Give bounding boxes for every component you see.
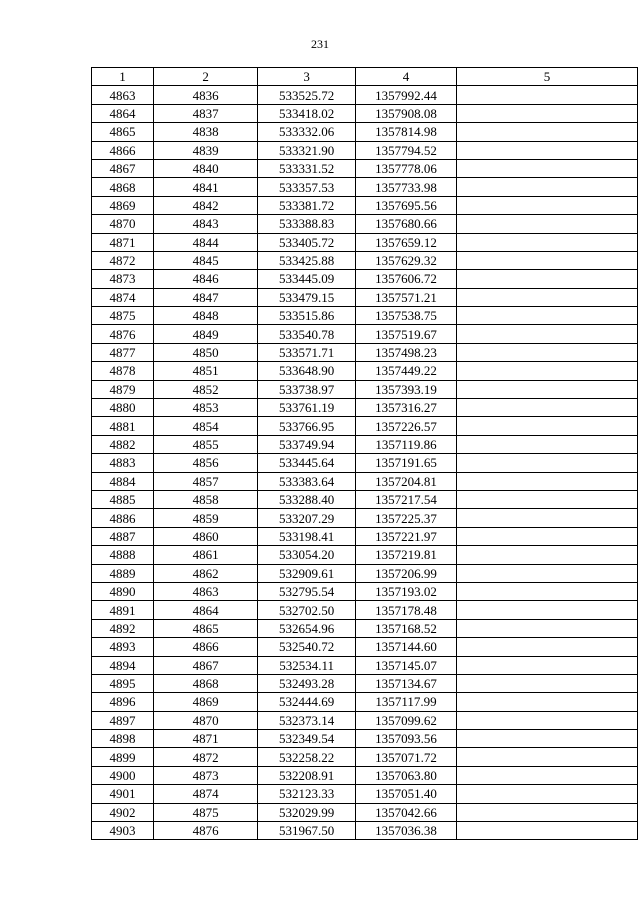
column-header-4: 4 (356, 68, 457, 86)
table-cell-col-3: 533383.64 (258, 472, 356, 490)
table-cell-col-2: 4850 (154, 343, 258, 361)
table-cell-col-2: 4839 (154, 141, 258, 159)
table-cell-col-3: 533515.86 (258, 307, 356, 325)
table-cell-col-3: 532123.33 (258, 785, 356, 803)
table-cell-col-2: 4848 (154, 307, 258, 325)
table-row (92, 417, 638, 435)
table-cell-col-2: 4844 (154, 233, 258, 251)
column-header-5: 5 (457, 68, 638, 86)
table-cell-col-3: 533766.95 (258, 417, 356, 435)
table-cell-col-2: 4836 (154, 86, 258, 104)
table-cell-col-1: 4867 (92, 159, 154, 177)
table-cell-col-1: 4881 (92, 417, 154, 435)
table-cell-col-3: 532795.54 (258, 582, 356, 600)
table-cell-col-5 (457, 656, 638, 674)
table-row (92, 748, 638, 766)
table-cell-col-1: 4872 (92, 251, 154, 269)
table-cell-col-5 (457, 417, 638, 435)
table-cell-col-2: 4862 (154, 564, 258, 582)
table-cell-col-1: 4900 (92, 766, 154, 784)
table-cell-col-4: 1357117.99 (356, 693, 457, 711)
table-cell-col-1: 4878 (92, 362, 154, 380)
table-cell-col-2: 4858 (154, 490, 258, 508)
table-cell-col-3: 533207.29 (258, 509, 356, 527)
table-row (92, 509, 638, 527)
table-cell-col-3: 532540.72 (258, 638, 356, 656)
table-cell-col-5 (457, 123, 638, 141)
table-row (92, 104, 638, 122)
table-cell-col-4: 1357659.12 (356, 233, 457, 251)
table-cell-col-1: 4901 (92, 785, 154, 803)
table-cell-col-1: 4877 (92, 343, 154, 361)
table-cell-col-1: 4893 (92, 638, 154, 656)
table-cell-col-1: 4897 (92, 711, 154, 729)
table-row (92, 123, 638, 141)
table-row (92, 619, 638, 637)
table-cell-col-4: 1357992.44 (356, 86, 457, 104)
table-cell-col-5 (457, 288, 638, 306)
table-cell-col-3: 533418.02 (258, 104, 356, 122)
table-cell-col-5 (457, 693, 638, 711)
table-cell-col-5 (457, 822, 638, 840)
table-cell-col-3: 533525.72 (258, 86, 356, 104)
table-row (92, 785, 638, 803)
table-row (92, 178, 638, 196)
table-cell-col-3: 532909.61 (258, 564, 356, 582)
table-cell-col-4: 1357571.21 (356, 288, 457, 306)
table-cell-col-2: 4857 (154, 472, 258, 490)
column-header-3: 3 (258, 68, 356, 86)
table-cell-col-3: 532444.69 (258, 693, 356, 711)
table-cell-col-1: 4882 (92, 435, 154, 453)
table-cell-col-2: 4861 (154, 546, 258, 564)
table-cell-col-3: 533445.64 (258, 454, 356, 472)
table-cell-col-1: 4868 (92, 178, 154, 196)
table-cell-col-5 (457, 435, 638, 453)
table-cell-col-3: 533288.40 (258, 490, 356, 508)
table-cell-col-3: 533331.52 (258, 159, 356, 177)
table-body (92, 86, 638, 840)
table-cell-col-4: 1357393.19 (356, 380, 457, 398)
table-cell-col-2: 4856 (154, 454, 258, 472)
table-cell-col-5 (457, 270, 638, 288)
table-cell-col-1: 4892 (92, 619, 154, 637)
table-cell-col-4: 1357168.52 (356, 619, 457, 637)
table-cell-col-4: 1357908.08 (356, 104, 457, 122)
table-header-row (92, 68, 638, 86)
table-cell-col-1: 4876 (92, 325, 154, 343)
table-cell-col-2: 4846 (154, 270, 258, 288)
table-cell-col-2: 4871 (154, 730, 258, 748)
table-cell-col-4: 1357733.98 (356, 178, 457, 196)
table-row (92, 527, 638, 545)
table-cell-col-1: 4886 (92, 509, 154, 527)
table-cell-col-3: 532258.22 (258, 748, 356, 766)
table-cell-col-2: 4855 (154, 435, 258, 453)
table-cell-col-2: 4841 (154, 178, 258, 196)
table-cell-col-5 (457, 527, 638, 545)
table-cell-col-1: 4903 (92, 822, 154, 840)
table-row (92, 343, 638, 361)
table-cell-col-5 (457, 730, 638, 748)
table-cell-col-1: 4898 (92, 730, 154, 748)
table-row (92, 399, 638, 417)
table-cell-col-5 (457, 601, 638, 619)
table-cell-col-4: 1357629.32 (356, 251, 457, 269)
table-cell-col-4: 1357695.56 (356, 196, 457, 214)
table-cell-col-5 (457, 251, 638, 269)
table-cell-col-4: 1357036.38 (356, 822, 457, 840)
table-cell-col-4: 1357778.06 (356, 159, 457, 177)
table-cell-col-5 (457, 582, 638, 600)
table-row (92, 454, 638, 472)
table-cell-col-4: 1357519.67 (356, 325, 457, 343)
table-cell-col-3: 533198.41 (258, 527, 356, 545)
table-cell-col-5 (457, 86, 638, 104)
table-cell-col-5 (457, 564, 638, 582)
table-row (92, 803, 638, 821)
table-row (92, 656, 638, 674)
table-cell-col-3: 531967.50 (258, 822, 356, 840)
table-cell-col-1: 4863 (92, 86, 154, 104)
table-cell-col-2: 4872 (154, 748, 258, 766)
table-row (92, 711, 638, 729)
table-cell-col-5 (457, 803, 638, 821)
table-cell-col-2: 4854 (154, 417, 258, 435)
table-row (92, 730, 638, 748)
table-row (92, 582, 638, 600)
table-cell-col-3: 532534.11 (258, 656, 356, 674)
table-row (92, 674, 638, 692)
column-header-1: 1 (92, 68, 154, 86)
table-cell-col-3: 532208.91 (258, 766, 356, 784)
table-cell-col-4: 1357538.75 (356, 307, 457, 325)
table-cell-col-4: 1357226.57 (356, 417, 457, 435)
table-cell-col-4: 1357606.72 (356, 270, 457, 288)
table-row (92, 196, 638, 214)
table-cell-col-1: 4885 (92, 490, 154, 508)
table-cell-col-5 (457, 362, 638, 380)
table-cell-col-2: 4876 (154, 822, 258, 840)
table-cell-col-4: 1357145.07 (356, 656, 457, 674)
table-cell-col-1: 4894 (92, 656, 154, 674)
table-cell-col-1: 4891 (92, 601, 154, 619)
table-row (92, 270, 638, 288)
table-cell-col-2: 4838 (154, 123, 258, 141)
table-cell-col-4: 1357144.60 (356, 638, 457, 656)
table-cell-col-1: 4869 (92, 196, 154, 214)
table-row (92, 362, 638, 380)
table-cell-col-2: 4875 (154, 803, 258, 821)
table-cell-col-4: 1357063.80 (356, 766, 457, 784)
table-cell-col-3: 533388.83 (258, 215, 356, 233)
table-cell-col-3: 533749.94 (258, 435, 356, 453)
table-cell-col-1: 4902 (92, 803, 154, 821)
table-cell-col-2: 4870 (154, 711, 258, 729)
table-cell-col-1: 4896 (92, 693, 154, 711)
table-cell-col-3: 533445.09 (258, 270, 356, 288)
table-row (92, 159, 638, 177)
table-cell-col-5 (457, 748, 638, 766)
table-cell-col-1: 4873 (92, 270, 154, 288)
table-cell-col-3: 532349.54 (258, 730, 356, 748)
table-cell-col-4: 1357206.99 (356, 564, 457, 582)
table-cell-col-5 (457, 638, 638, 656)
table-cell-col-3: 533479.15 (258, 288, 356, 306)
table-cell-col-3: 532029.99 (258, 803, 356, 821)
table-cell-col-4: 1357225.37 (356, 509, 457, 527)
table-cell-col-2: 4845 (154, 251, 258, 269)
table-cell-col-5 (457, 399, 638, 417)
table-cell-col-4: 1357093.56 (356, 730, 457, 748)
table-cell-col-5 (457, 766, 638, 784)
table-cell-col-3: 532702.50 (258, 601, 356, 619)
table-cell-col-4: 1357134.67 (356, 674, 457, 692)
table-cell-col-1: 4887 (92, 527, 154, 545)
table-cell-col-3: 533761.19 (258, 399, 356, 417)
table-cell-col-3: 533425.88 (258, 251, 356, 269)
table-cell-col-5 (457, 233, 638, 251)
table-cell-col-4: 1357680.66 (356, 215, 457, 233)
table-cell-col-1: 4883 (92, 454, 154, 472)
table-cell-col-5 (457, 178, 638, 196)
table-cell-col-4: 1357794.52 (356, 141, 457, 159)
table-cell-col-3: 533738.97 (258, 380, 356, 398)
table-cell-col-4: 1357051.40 (356, 785, 457, 803)
table-row (92, 215, 638, 233)
table-cell-col-5 (457, 785, 638, 803)
table-cell-col-1: 4884 (92, 472, 154, 490)
page-number: 231 (311, 37, 329, 51)
table-cell-col-4: 1357498.23 (356, 343, 457, 361)
coordinates-table (91, 67, 638, 840)
table-cell-col-2: 4847 (154, 288, 258, 306)
table-cell-col-3: 532493.28 (258, 674, 356, 692)
table-cell-col-4: 1357221.97 (356, 527, 457, 545)
table-cell-col-4: 1357219.81 (356, 546, 457, 564)
table-cell-col-2: 4840 (154, 159, 258, 177)
table-cell-col-3: 533332.06 (258, 123, 356, 141)
table-row (92, 822, 638, 840)
table-cell-col-2: 4863 (154, 582, 258, 600)
table-cell-col-3: 533571.71 (258, 343, 356, 361)
table-row (92, 564, 638, 582)
table-cell-col-1: 4870 (92, 215, 154, 233)
table-cell-col-3: 533648.90 (258, 362, 356, 380)
table-cell-col-2: 4853 (154, 399, 258, 417)
table-cell-col-1: 4874 (92, 288, 154, 306)
table-cell-col-5 (457, 325, 638, 343)
table-row (92, 288, 638, 306)
table-cell-col-2: 4852 (154, 380, 258, 398)
table-row (92, 490, 638, 508)
table-cell-col-2: 4849 (154, 325, 258, 343)
table-cell-col-5 (457, 454, 638, 472)
table-cell-col-5 (457, 380, 638, 398)
table-cell-col-3: 532654.96 (258, 619, 356, 637)
table-row (92, 141, 638, 159)
table-cell-col-2: 4866 (154, 638, 258, 656)
table-cell-col-1: 4890 (92, 582, 154, 600)
table-cell-col-4: 1357071.72 (356, 748, 457, 766)
table-cell-col-3: 533054.20 (258, 546, 356, 564)
table-cell-col-4: 1357449.22 (356, 362, 457, 380)
table-row (92, 325, 638, 343)
table-row (92, 472, 638, 490)
table-row (92, 380, 638, 398)
table-cell-col-5 (457, 509, 638, 527)
table-cell-col-1: 4888 (92, 546, 154, 564)
table-cell-col-1: 4889 (92, 564, 154, 582)
table-cell-col-2: 4868 (154, 674, 258, 692)
table-cell-col-1: 4864 (92, 104, 154, 122)
table-cell-col-3: 532373.14 (258, 711, 356, 729)
table-cell-col-5 (457, 619, 638, 637)
table-cell-col-2: 4859 (154, 509, 258, 527)
table-cell-col-4: 1357119.86 (356, 435, 457, 453)
table-cell-col-1: 4879 (92, 380, 154, 398)
table-cell-col-5 (457, 711, 638, 729)
table-cell-col-3: 533381.72 (258, 196, 356, 214)
table-row (92, 693, 638, 711)
table-cell-col-1: 4895 (92, 674, 154, 692)
table-cell-col-2: 4874 (154, 785, 258, 803)
table-cell-col-5 (457, 215, 638, 233)
table-cell-col-5 (457, 490, 638, 508)
table-cell-col-2: 4864 (154, 601, 258, 619)
table-cell-col-4: 1357814.98 (356, 123, 457, 141)
table-cell-col-3: 533540.78 (258, 325, 356, 343)
table-cell-col-5 (457, 343, 638, 361)
table-cell-col-3: 533321.90 (258, 141, 356, 159)
table-cell-col-2: 4837 (154, 104, 258, 122)
table-cell-col-3: 533357.53 (258, 178, 356, 196)
table-cell-col-4: 1357193.02 (356, 582, 457, 600)
table-cell-col-3: 533405.72 (258, 233, 356, 251)
table-cell-col-2: 4865 (154, 619, 258, 637)
table-cell-col-5 (457, 141, 638, 159)
table-cell-col-2: 4842 (154, 196, 258, 214)
table-cell-col-1: 4865 (92, 123, 154, 141)
table-cell-col-2: 4869 (154, 693, 258, 711)
table-cell-col-4: 1357191.65 (356, 454, 457, 472)
table-cell-col-5 (457, 472, 638, 490)
table-cell-col-2: 4843 (154, 215, 258, 233)
table-cell-col-5 (457, 546, 638, 564)
table-cell-col-5 (457, 104, 638, 122)
table-row (92, 638, 638, 656)
table-cell-col-2: 4851 (154, 362, 258, 380)
table-cell-col-2: 4867 (154, 656, 258, 674)
table-cell-col-4: 1357217.54 (356, 490, 457, 508)
table-cell-col-1: 4871 (92, 233, 154, 251)
table-cell-col-5 (457, 674, 638, 692)
table-cell-col-1: 4899 (92, 748, 154, 766)
table-row (92, 766, 638, 784)
table-row (92, 435, 638, 453)
table-row (92, 251, 638, 269)
table-cell-col-1: 4875 (92, 307, 154, 325)
table-cell-col-5 (457, 159, 638, 177)
table-cell-col-4: 1357042.66 (356, 803, 457, 821)
table-row (92, 233, 638, 251)
table-cell-col-4: 1357204.81 (356, 472, 457, 490)
table-cell-col-4: 1357099.62 (356, 711, 457, 729)
table-cell-col-2: 4860 (154, 527, 258, 545)
table-cell-col-4: 1357178.48 (356, 601, 457, 619)
table-row (92, 601, 638, 619)
table-cell-col-1: 4880 (92, 399, 154, 417)
table-cell-col-5 (457, 307, 638, 325)
column-header-2: 2 (154, 68, 258, 86)
table-cell-col-4: 1357316.27 (356, 399, 457, 417)
table-row (92, 546, 638, 564)
table-row (92, 307, 638, 325)
table-row (92, 86, 638, 104)
table-cell-col-2: 4873 (154, 766, 258, 784)
table-cell-col-1: 4866 (92, 141, 154, 159)
table-cell-col-5 (457, 196, 638, 214)
